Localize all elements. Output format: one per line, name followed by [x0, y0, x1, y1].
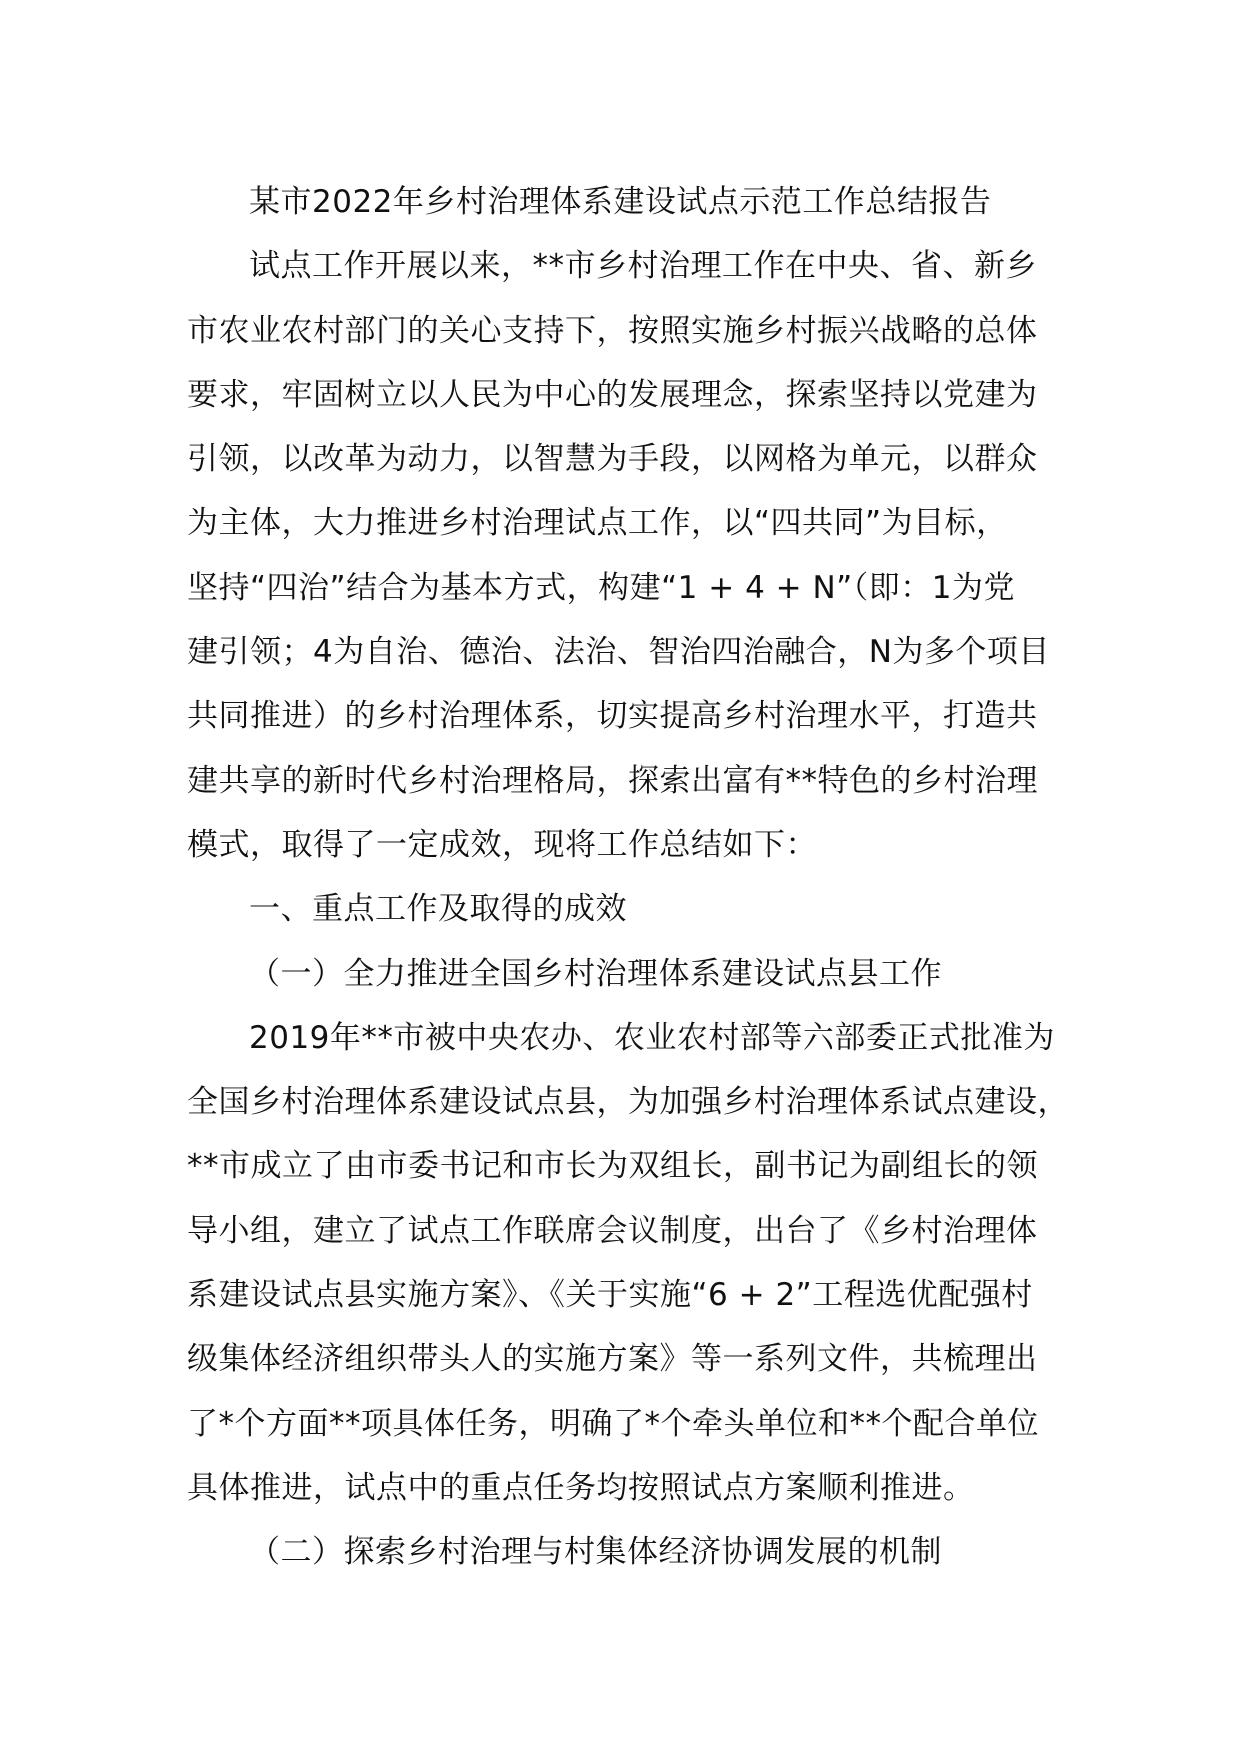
- document-body: [187, 170, 1067, 1585]
- subsection-heading: （二）探索乡村治理与村集体经济协调发展的机制: [249, 1534, 942, 1571]
- paragraph-line: **市成立了由市委书记和市长为双组长，副书记为副组长的领: [187, 1148, 1038, 1185]
- document-title: 某市2022年乡村治理体系建设试点示范工作总结报告: [249, 184, 992, 220]
- paragraph-line: 建引领；4为自治、德治、法治、智治四治融合，N为多个项目: [187, 634, 1050, 671]
- paragraph-line: 试点工作开展以来，**市乡村治理工作在中央、省、新乡: [249, 248, 1037, 285]
- paragraph-line: 共同推进）的乡村治理体系，切实提高乡村治理水平，打造共: [187, 698, 1038, 735]
- subsection-heading: （一）全力推进全国乡村治理体系建设试点县工作: [249, 955, 942, 992]
- paragraph-line: 全国乡村治理体系建设试点县，为加强乡村治理体系试点建设，: [187, 1084, 1069, 1121]
- paragraph-line: 2019年**市被中央农办、农业农村部等六部委正式批准为: [249, 1019, 1055, 1056]
- paragraph-line: 市农业农村部门的关心支持下，按照实施乡村振兴战略的总体: [187, 312, 1038, 349]
- paragraph-line: 引领，以改革为动力，以智慧为手段，以网格为单元，以群众: [187, 441, 1038, 478]
- paragraph-line: 具体推进，试点中的重点任务均按照试点方案顺利推进。: [187, 1469, 975, 1506]
- paragraph-line: 导小组，建立了试点工作联席会议制度，出台了《乡村治理体: [187, 1212, 1038, 1249]
- paragraph-line: 了*个方面**项具体任务，明确了*个牵头单位和**个配合单位: [187, 1405, 1039, 1442]
- paragraph-line: 级集体经济组织带头人的实施方案》等一系列文件，共梳理出: [187, 1341, 1038, 1378]
- paragraph-line: 建共享的新时代乡村治理格局，探索出富有**特色的乡村治理: [187, 762, 1038, 799]
- paragraph-line: 坚持“四治”结合为基本方式，构建“1 + 4 + N”（即：1为党: [187, 569, 1015, 606]
- paragraph-line: 要求，牢固树立以人民为中心的发展理念，探索坚持以党建为: [187, 376, 1038, 413]
- paragraph-line: 系建设试点县实施方案》、《关于实施“6 + 2”工程选优配强村: [187, 1277, 1033, 1314]
- paragraph-line: 模式，取得了一定成效，现将工作总结如下：: [187, 826, 817, 863]
- paragraph-line: 为主体，大力推进乡村治理试点工作，以“四共同”为目标，: [187, 505, 1008, 542]
- section-heading: 一、重点工作及取得的成效: [249, 891, 627, 928]
